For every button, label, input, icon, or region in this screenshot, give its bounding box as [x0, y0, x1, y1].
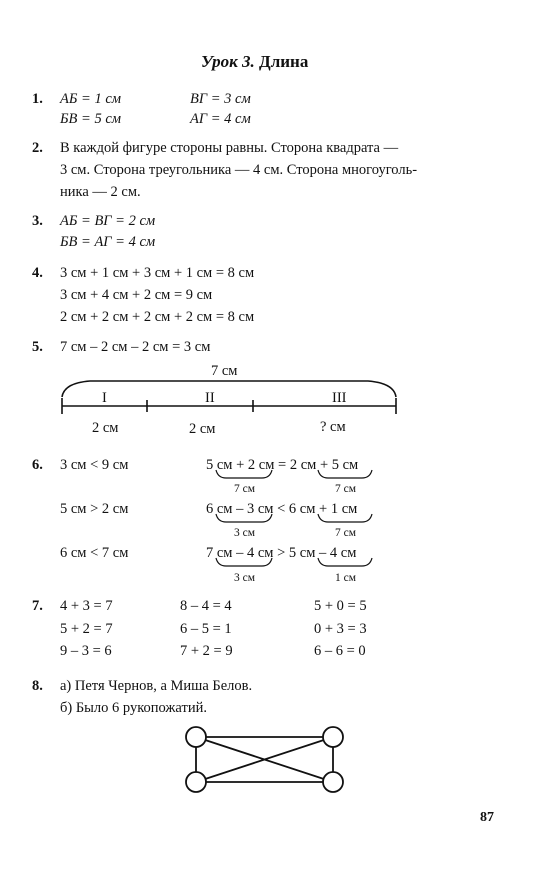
task-4-line-1: 3 см + 1 см + 3 см + 1 см = 8 см	[60, 265, 255, 281]
task-6-row-2-equation: 6 см – 3 см < 6 см + 1 см	[206, 501, 358, 517]
task-8-number: 8.	[32, 678, 43, 694]
graph-node	[186, 772, 206, 792]
task-5-number: 5.	[32, 339, 43, 355]
task-7-cell: 8 – 4 = 4	[180, 598, 232, 614]
task-7-cell: 4 + 3 = 7	[60, 598, 113, 614]
task-6-row-2-compare: 5 см > 2 см	[60, 501, 129, 517]
graph-node	[186, 727, 206, 747]
task-6-row-2-sum-left: 3 см	[234, 527, 256, 539]
task-3-line-1: АБ = ВГ = 2 см	[60, 213, 156, 229]
task-7-cell: 0 + 3 = 3	[314, 621, 367, 637]
segment-2-length: 2 см	[189, 421, 216, 437]
task-8-answer-a: а) Петя Чернов, а Миша Белов.	[60, 678, 253, 694]
task-8-answer-b: б) Было 6 рукопожатий.	[60, 700, 207, 716]
brace	[318, 558, 372, 566]
segment-1-length: 2 см	[92, 420, 119, 436]
brace	[216, 514, 272, 522]
segment-1-label: I	[102, 390, 107, 406]
task-6-row-1-equation: 5 см + 2 см = 2 см + 5 см	[206, 457, 359, 473]
task-7-cell: 6 – 5 = 1	[180, 621, 232, 637]
task-6-number: 6.	[32, 457, 43, 473]
task-6-row-3-sum-right: 1 см	[335, 572, 357, 584]
graph-node	[323, 727, 343, 747]
task-3-line-2: БВ = АГ = 4 см	[60, 234, 156, 250]
graph-node	[323, 772, 343, 792]
task-5-expression: 7 см – 2 см – 2 см = 3 см	[60, 339, 211, 355]
lesson-topic: Длина	[259, 52, 309, 71]
handshake-graph	[186, 727, 343, 792]
task-1-vg: ВГ = 3 см	[190, 91, 251, 107]
task-1-ag: АГ = 4 см	[190, 111, 251, 127]
task-6-row-3-sum-left: 3 см	[234, 572, 256, 584]
page-number: 87	[480, 810, 494, 825]
task-7-cell: 6 – 6 = 0	[314, 643, 366, 659]
task-2-line-1: В каждой фигуре стороны равны. Сторона квадрата —	[60, 140, 399, 156]
segment-total-label: 7 см	[211, 363, 238, 379]
task-6-braces	[216, 470, 372, 566]
segment-2-label: II	[205, 390, 215, 406]
task-6-row-3-compare: 6 см < 7 см	[60, 545, 129, 561]
task-7-number: 7.	[32, 598, 43, 614]
task-6-row-1-sum-left: 7 см	[234, 483, 256, 495]
brace	[318, 470, 372, 478]
task-6-row-2-sum-right: 7 см	[335, 527, 357, 539]
task-1-number: 1.	[32, 91, 43, 107]
brace	[318, 514, 372, 522]
task-4-number: 4.	[32, 265, 43, 281]
task-1-bv: БВ = 5 см	[60, 111, 122, 127]
task-7-cell: 7 + 2 = 9	[180, 643, 233, 659]
task-2-line-2: 3 см. Сторона треугольника — 4 см. Сторона многоуголь-	[60, 162, 418, 178]
task-7-cell: 5 + 0 = 5	[314, 598, 367, 614]
brace	[216, 470, 272, 478]
task-1-ab: АБ = 1 см	[60, 91, 122, 107]
task-2-line-3: ника — 2 см.	[60, 184, 141, 200]
task-4-line-2: 3 см + 4 см + 2 см = 9 см	[60, 287, 213, 303]
task-7-cell: 9 – 3 = 6	[60, 643, 112, 659]
task-6-row-3-equation: 7 см – 4 см > 5 см – 4 см	[206, 545, 357, 561]
segment-diagram	[62, 381, 396, 414]
total-length-brace	[62, 381, 396, 397]
task-6-row-1-sum-right: 7 см	[335, 483, 357, 495]
task-6-row-1-compare: 3 см < 9 см	[60, 457, 129, 473]
task-2-number: 2.	[32, 140, 43, 156]
task-3-number: 3.	[32, 213, 43, 229]
brace	[216, 558, 272, 566]
segment-3-length: ? см	[320, 419, 346, 435]
lesson-number: Урок 3.	[201, 52, 255, 71]
segment-3-label: III	[332, 390, 347, 406]
task-7-cell: 5 + 2 = 7	[60, 621, 113, 637]
task-4-line-3: 2 см + 2 см + 2 см + 2 см = 8 см	[60, 309, 255, 325]
